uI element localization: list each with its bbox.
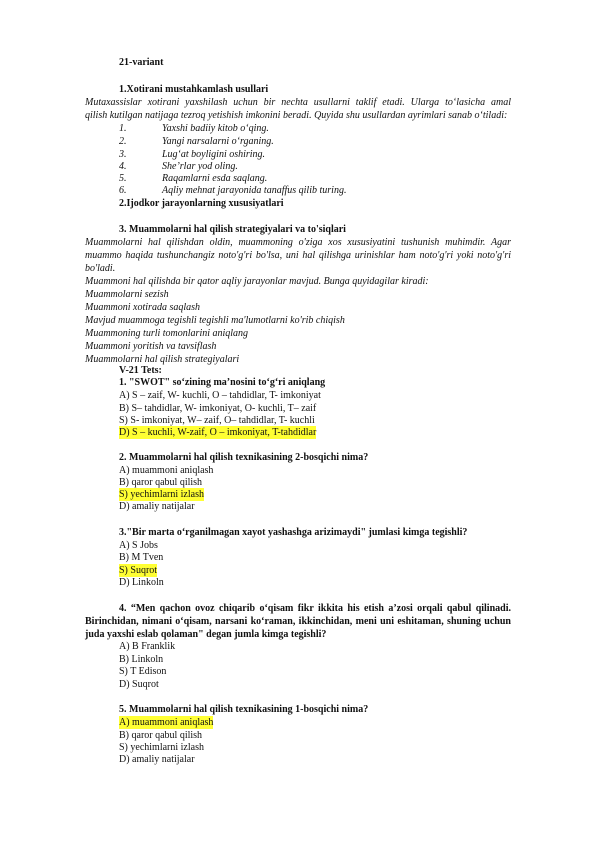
question-4-line3: juda yaxshi eslab qolaman" degan jumla kimga tegishli? xyxy=(85,629,327,640)
correct-answer-option: A) muammoni aniqlash xyxy=(119,717,214,728)
variant-title: 21-variant xyxy=(119,57,164,68)
section1-heading: 1.Xotirani mustahkamlash usullari xyxy=(119,84,269,95)
answer-option: S) S- imkoniyat, W– zaif, O– tahdidlar, T- kuchli xyxy=(119,415,315,426)
section1-intro-line1: Mutaxassislar xotirani yaxshilash uchun bir nechta usullarni taklif etadi. Ularga to‘lasicha amal xyxy=(85,97,511,108)
answer-option: S) T Edison xyxy=(119,666,167,677)
list-item: Aqliy mehnat jarayonida tanaffus qilib turing. xyxy=(162,185,347,196)
section3-para-line2: muammo haqida tushunchangiz noto'g'ri bo'lsa, uni hal qilishga urinishlar ham noto'g'ri yoki noto'g'ri xyxy=(85,250,511,261)
question-4-line1: 4. “Men qachon ovoz chiqarib o‘qisam fikr ikkita his etish a’zosi orqali qabul qilinadi. xyxy=(119,603,511,614)
answer-option: B) S– tahdidlar, W- imkoniyat, O- kuchli, T– zaif xyxy=(119,403,317,414)
list-number: 1. xyxy=(119,123,127,134)
answer-option: B) qaror qabul qilish xyxy=(119,477,203,488)
section3-para2: Muammoni hal qilishda bir qator aqliy jarayonlar mavjud. Bunga quyidagilar kiradi: xyxy=(85,276,429,287)
tests-title: V-21 Tets: xyxy=(119,365,162,376)
list-item: Muammoni yoritish va tavsiflash xyxy=(85,341,217,352)
list-number: 4. xyxy=(119,161,127,172)
section3-para-line3: bo'ladi. xyxy=(85,263,116,274)
question-1: 1. "SWOT" so‘zining ma’nosini to‘g‘ri aniqlang xyxy=(119,377,326,388)
section3-para-line1: Muammolarni hal qilishdan oldin, muammoning o'ziga xos xususiyatini tushunish muhimdir. Agar xyxy=(85,237,511,248)
list-number: 2. xyxy=(119,136,127,147)
answer-option: S) yechimlarni izlash xyxy=(119,742,204,753)
answer-option: D) amaliy natijalar xyxy=(119,501,195,512)
list-number: 6. xyxy=(119,185,127,196)
list-item: Muammolarni sezish xyxy=(85,289,169,300)
list-number: 5. xyxy=(119,173,127,184)
section1-intro-line2: qilish kutilgan natijaga tezroq yetishish imkonini beradi. Quyida shu usullardan ayrimlari sanab o‘tiladi: xyxy=(85,110,508,121)
list-item: Yangi narsalarni o‘rganing. xyxy=(162,136,274,147)
list-item: Lug‘at boyligini oshiring. xyxy=(162,149,266,160)
list-item: Muammoni xotirada saqlash xyxy=(85,302,200,313)
correct-answer-option: S) Suqrot xyxy=(119,565,158,576)
answer-option: A) S – zaif, W- kuchli, O – tahdidlar, T- imkoniyat xyxy=(119,390,321,401)
list-item: She’rlar yod oling. xyxy=(162,161,238,172)
list-item: Raqamlarni esda saqlang. xyxy=(162,173,268,184)
correct-answer-option: D) S – kuchli, W-zaif, O – imkoniyat, T-tahdidlar xyxy=(119,427,317,438)
section3-heading: 3. Muammolarni hal qilish strategiyalari va to'siqlari xyxy=(119,224,346,235)
answer-option: D) Suqrot xyxy=(119,679,159,690)
answer-option: B) qaror qabul qilish xyxy=(119,730,203,741)
list-item: Mavjud muammoga tegishli tegishli ma'lumotlarni ko'rib chiqish xyxy=(85,315,345,326)
question-2: 2. Muammolarni hal qilish texnikasining 2-bosqichi nima? xyxy=(119,452,369,463)
section2-heading: 2.Ijodkor jarayonlarning xususiyatlari xyxy=(119,198,284,209)
answer-option: A) S Jobs xyxy=(119,540,158,551)
answer-option: A) B Franklik xyxy=(119,641,176,652)
answer-option: B) Linkoln xyxy=(119,654,164,665)
answer-option: D) amaliy natijalar xyxy=(119,754,195,765)
question-3: 3."Bir marta o‘rganilmagan xayot yashashga arizimaydi" jumlasi kimga tegishli? xyxy=(119,527,468,538)
correct-answer-option: S) yechimlarni izlash xyxy=(119,489,204,500)
answer-option: A) muammoni aniqlash xyxy=(119,465,214,476)
answer-option: D) Linkoln xyxy=(119,577,164,588)
list-number: 3. xyxy=(119,149,127,160)
question-5: 5. Muammolarni hal qilish texnikasining 1-bosqichi nima? xyxy=(119,704,369,715)
question-4-line2: Birinchidan, nimani o‘qisam, narsani ko‘raman, ikkinchidan, meni uni eshitaman, shuning uchun xyxy=(85,616,511,627)
list-item: Yaxshi badiiy kitob o‘qing. xyxy=(162,123,269,134)
answer-option: B) M Tven xyxy=(119,552,164,563)
list-item: Muammolarni hal qilish strategiyalari xyxy=(85,354,240,365)
list-item: Muammoning turli tomonlarini aniqlang xyxy=(85,328,249,339)
